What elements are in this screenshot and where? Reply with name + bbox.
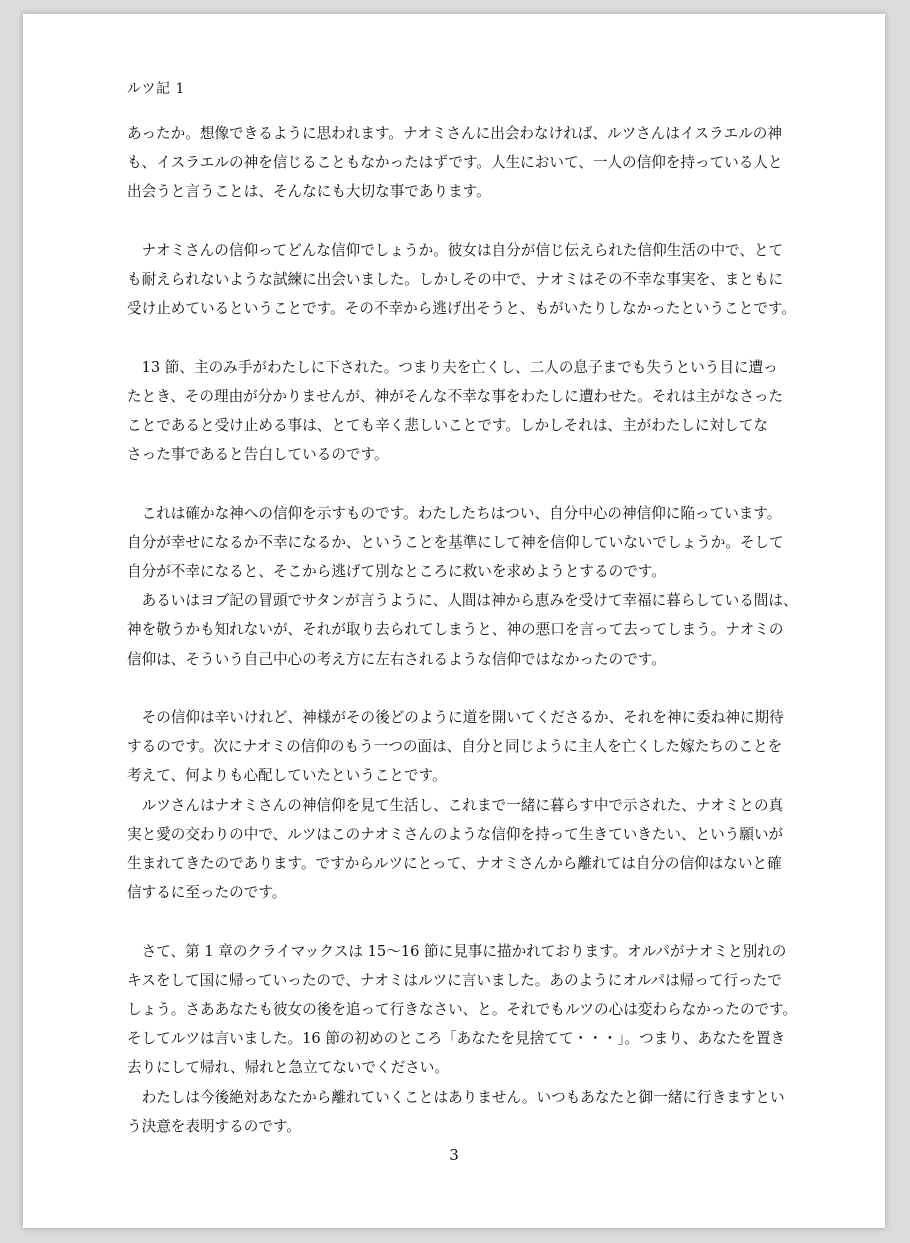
text-line: ナオミさんの信仰ってどんな信仰でしょうか。彼女は自分が信じ伝えられた信仰生活の中で、とて	[127, 241, 784, 259]
blank-line	[127, 323, 797, 352]
text-line: キスをして国に帰っていったので、ナオミはルツに言いました。あのようにオルパは帰って行ったで	[127, 971, 782, 989]
text-line: するのです。次にナオミの信仰のもう一つの面は、自分と同じように主人を亡くした嫁たちのことを	[127, 738, 783, 756]
text-line: 神を敬うかも知れないが、それが取り去られてしまうと、神の悪口を言って去ってしまう。ナオミの	[127, 621, 784, 639]
text-line: 受け止めているということです。その不幸から逃げ出そうと、もがいたりしなかったということです。	[127, 300, 796, 318]
text-line: も、イスラエルの神を信じることもなかったはずです。人生において、一人の信仰を持っている人と	[127, 154, 783, 172]
running-header: ルツ記 1	[127, 81, 185, 97]
blank-line	[127, 469, 797, 498]
text-line: しょう。さああなたも彼女の後を追って行きなさい、と。それでもルツの心は変わらなかったのです。	[127, 1001, 798, 1019]
text-line: 13 節、主のみ手がわたしに下された。つまり夫を亡くし、二人の息子までも失うという目に遭っ	[127, 358, 778, 376]
text-line: たとき、その理由が分かりませんが、神がそんな不幸な事をわたしに遭わせた。それは主がなさった	[127, 387, 784, 405]
document-page	[23, 14, 885, 1228]
text-line: さった事であると告白しているのです。	[127, 446, 389, 464]
text-line: わたしは今後絶対あなたから離れていくことはありません。いつもあなたと御一緒に行きますとい	[127, 1088, 785, 1106]
text-line: 信するに至ったのです。	[127, 884, 287, 902]
blank-line	[127, 674, 797, 703]
text-line: あるいはヨブ記の冒頭でサタンが言うように、人間は神から恵みを受けて幸福に暮らしている間は、	[127, 592, 798, 610]
text-line: も耐えられないような試練に出会いました。しかしその中で、ナオミはその不幸な事実を、まともに	[127, 271, 784, 288]
text-line: さて、第 1 章のクライマックスは 15〜16 節に見事に描かれております。オルパがナオミと別れの	[127, 942, 787, 960]
text-line: 生まれてきたのであります。ですからルツにとって、ナオミさんから離れては自分の信仰はないと確	[127, 855, 782, 873]
blank-line	[127, 207, 797, 236]
text-line: 自分が幸せになるか不幸になるか、ということを基準にして神を信仰していないでしょうか。そして	[127, 533, 784, 551]
blank-line	[127, 907, 797, 936]
text-line: ことであると受け止める事は、とても辛く悲しいことです。しかしそれは、主がわたしに対してな	[127, 417, 768, 434]
text-line: 信仰は、そういう自己中心の考え方に左右されるような信仰ではなかったのです。	[127, 650, 666, 668]
text-line: あったか。想像できるように思われます。ナオミさんに出会わなければ、ルツさんはイスラエルの神	[127, 125, 782, 142]
text-line: ルツさんはナオミさんの神信仰を見て生活し、これまで一緒に暮らす中で示された、ナオミとの真	[127, 796, 784, 814]
text-line: 去りにして帰れ、帰れと急立てないでください。	[127, 1059, 449, 1077]
page-number: 3	[449, 1146, 459, 1164]
body-text	[127, 119, 797, 1141]
text-line: これは確かな神への信仰を示すものです。わたしたちはつい、自分中心の神信仰に陥っています。	[127, 504, 782, 522]
text-line: そしてルツは言いました。16 節の初めのところ「あなたを見捨てて・・・」。つまり、あなたを置き	[127, 1030, 786, 1048]
text-line: 考えて、何よりも心配していたということです。	[127, 767, 447, 785]
text-line: う決意を表明するのです。	[127, 1117, 301, 1135]
text-line: 実と愛の交わりの中で、ルツはこのナオミさんのような信仰を持って生きていきたい、という願いが	[127, 825, 784, 843]
text-line: 自分が不幸になると、そこから逃げて別なところに救いを求めようとするのです。	[127, 563, 666, 580]
text-line: その信仰は辛いけれど、神様がその後どのように道を開いてくださるか、それを神に委ね神に期待	[127, 709, 784, 726]
text-line: 出会うと言うことは、そんなにも大切な事であります。	[127, 183, 491, 201]
